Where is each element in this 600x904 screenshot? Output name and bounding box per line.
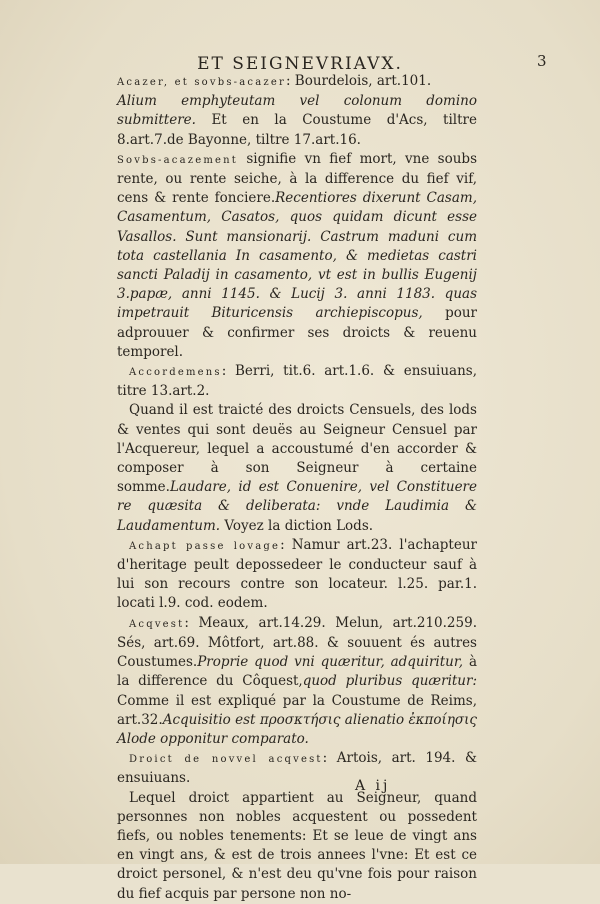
latin-gloss: Recentiores dixerunt Casam, Casamentum, Casatos, quos quidam dicunt esse Vasallos. Sunt mansionarij. Castrum maduni cum tota castellania In casamento, & medietas castri sancti Paladij in casamento, vt est in bullis Eugenij 3.papæ, anni 1145. & Lucij 3. anni 1183. quas impetrauit Bituricensis archiepiscopus, [117, 190, 477, 322]
entry-acazer-note [117, 92, 477, 150]
running-header: ET SEIGNEVRIAVX. [197, 54, 403, 74]
latin-gloss: quod pluribus quæritur: [302, 673, 478, 690]
entry-head: Sovbs-acazement [117, 154, 239, 166]
entry-accordemens [117, 362, 477, 401]
entry-head: Acqvest [129, 618, 185, 630]
entry-text: : Berri, tit.6. art.1.6. & ensuiuans, titre 13.art.2. [117, 363, 477, 400]
latin-gloss: Acquisitio est προσκτήσις alienatio ἐκποίησις Alode opponitur comparato. [117, 711, 477, 747]
entry-head: Accordemens [129, 367, 222, 379]
entry-text: : Namur art.23. l'achapteur d'heritage peult depossedeer le conducteur sauf à lui son recours contre son locateur. l.25. par.1. locati l.9. cod. eodem. [117, 536, 477, 612]
signature-mark: A ij [355, 778, 391, 794]
entry-acazer [117, 72, 477, 92]
entry-lequel-droict [117, 789, 477, 904]
entry-text: : Bourdelois, art.101. [285, 73, 432, 89]
entry-droict-nouvel-acquest [117, 749, 477, 788]
entry-text: à la difference du Côquest, [117, 654, 478, 690]
entry-head: Droict de novvel acqvest [129, 754, 323, 766]
entry-head: Achapt passe lovage [129, 540, 281, 552]
entry-text: Quand il est traicté des droicts Censuels, des lods & ventes qui sont deuës au Seigneur Censuel par l'Acquereur, lequel a accoustumé d'en accorder & composer à son Seigneur à certaine somme. [117, 402, 477, 496]
entry-text: Et en la Coustume d'Acs, tiltre 8.art.7.de Bayonne, tiltre 17.art.16. [117, 112, 477, 148]
body-text [117, 72, 477, 904]
entry-text: : Meaux, art.14.29. Melun, art.210.259. Sés, art.69. Môtfort, art.88. & souuent és autres Coustumes. [117, 614, 477, 671]
entry-text: : Artois, art. 194. & ensuiuans. [117, 750, 477, 787]
entry-text: Lequel droict appartient au Seigneur, quand personnes non nobles acquestent ou possedent fiefs, ou nobles tenements: Et se leue de vingt ans en vingt ans, & est de trois annees l'vne: Et est ce droict personel, & n'est deu qu'vne fois pour raison du fief acquis par persone non no- [117, 789, 477, 902]
entry-head: Acazer, et sovbs-acazer [117, 77, 286, 88]
entry-text: Voyez la diction Lods. [220, 517, 374, 534]
entry-souhs-acazement [117, 150, 477, 362]
page-number: 3 [537, 52, 547, 70]
entry-achapt [117, 536, 477, 614]
entry-accordemens-note [117, 401, 477, 535]
entry-text: pour adprouuer & confirmer ses droicts & reuenu temporel. [117, 305, 477, 360]
entry-text: Comme il est expliqué par la Coustume de Reims, art.32. [117, 692, 477, 728]
entry-acquest [117, 614, 477, 749]
entry-text: signifie vn fief mort, vne soubs rente, ou rente seiche, à la difference du fief vif, cens & rente fonciere. [117, 150, 477, 207]
latin-gloss: Proprie quod vni quæritur, adquiritur, [197, 654, 464, 671]
latin-gloss: Laudare, id est Conuenire, vel Constituere re quæsita & deliberata: vnde Laudimia & Laudamentum. [117, 479, 477, 534]
latin-gloss: Alium emphyteutam vel colonum domino submittere. [117, 93, 477, 129]
